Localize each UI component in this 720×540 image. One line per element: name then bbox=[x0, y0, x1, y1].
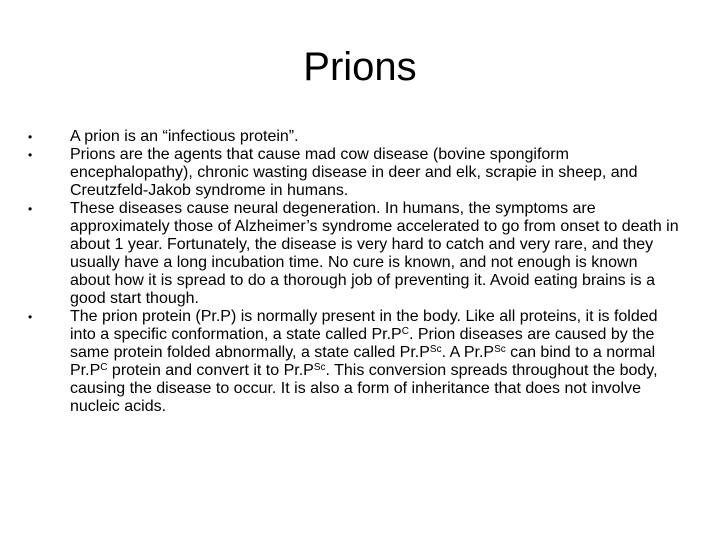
bullet-text-part: . A Pr.P bbox=[441, 344, 495, 361]
bullet-icon: • bbox=[28, 130, 33, 144]
bullet-text-part: . This conversion spreads throughout the body, causing the disease to occur. It is also a form of inheritance that does not involve nucleic acids. bbox=[70, 362, 658, 415]
bullet-item-neural-degeneration bbox=[28, 200, 680, 308]
bullet-text: These diseases cause neural degeneration. In humans, the symptoms are approximately those of Alzheimer’s syndrome accelerated to go from onset to death in about 1 year. Fortunately, the disease is very hard to catch and very rare, and they usually have a long incubation time. No cure is known, and not enough is known about how it is spread to do a thorough job of preventing it. Avoid eating brains is a good start though. bbox=[70, 200, 679, 307]
bullet-icon: • bbox=[28, 310, 33, 324]
superscript-c: C bbox=[100, 362, 108, 373]
bullet-icon: • bbox=[28, 148, 33, 162]
bullet-text-part: The prion protein (Pr.P) is normally present in the body. Like all proteins, it is folded into a specific conformation, a state called Pr.P bbox=[70, 308, 658, 343]
bullet-icon: • bbox=[28, 202, 33, 216]
bullet-text-part: . Prion diseases are caused by the same protein folded abnormally, a state called Pr.P bbox=[70, 326, 655, 361]
bullet-item-prion-definition bbox=[28, 128, 680, 146]
superscript-sc: Sc bbox=[313, 362, 326, 373]
bullet-text: A prion is an “infectious protein”. bbox=[70, 128, 299, 145]
bullet-list bbox=[28, 128, 680, 416]
bullet-text: Prions are the agents that cause mad cow disease (bovine spongiform encephalopathy), chronic wasting disease in deer and elk, scrapie in sheep, and Creutzfeld-Jakob syndrome in humans. bbox=[70, 146, 638, 199]
superscript-sc: Sc bbox=[494, 344, 506, 355]
superscript-sc: Sc bbox=[429, 344, 442, 355]
slide-title: Prions bbox=[303, 45, 417, 89]
bullet-item-prion-protein bbox=[28, 308, 680, 416]
bullet-text-part: protein and convert it to Pr.P bbox=[107, 362, 314, 379]
superscript-c: C bbox=[401, 326, 409, 337]
bullet-text bbox=[70, 308, 680, 416]
bullet-item-prion-diseases bbox=[28, 146, 680, 200]
bullet-text-part: can bind to a normal Pr.P bbox=[70, 344, 656, 379]
